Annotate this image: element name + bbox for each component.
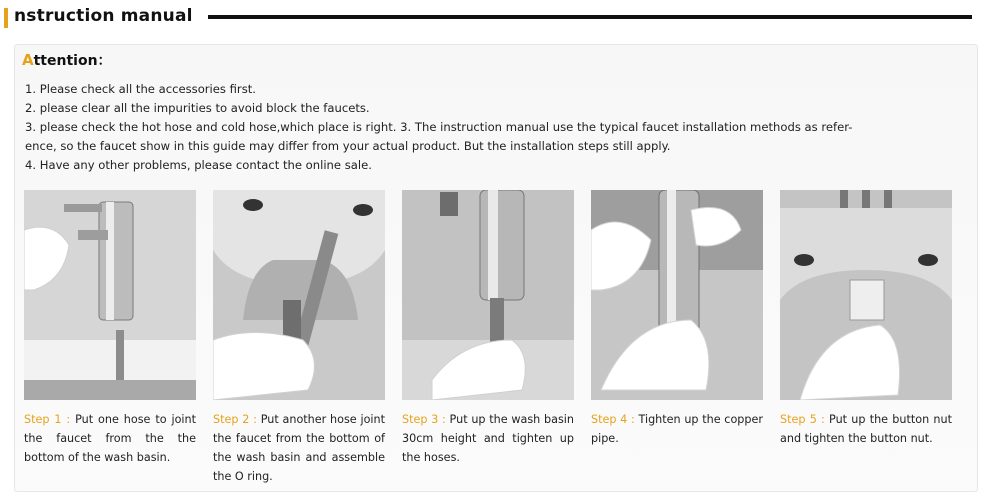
step-5-caption [780, 410, 952, 448]
step-2-photo [213, 190, 385, 400]
note-line: 3. please check the hot hose and cold hose,which place is right. 3. The instruction manual use the typical faucet installation methods as refer- [25, 120, 853, 134]
step-3-caption [402, 410, 574, 467]
step-4 [591, 190, 763, 448]
step-label: Step 2 : [213, 413, 257, 426]
step-label: Step 3 : [402, 413, 446, 426]
page-title: nstruction manual [14, 6, 193, 26]
step-4-photo [591, 190, 763, 400]
step-text: Tighten up the copper pipe. [591, 413, 763, 445]
step-label: Step 1 : [24, 413, 71, 426]
step-1 [24, 190, 196, 467]
title-accent-bar [4, 8, 8, 28]
step-label: Step 4 : [591, 413, 635, 426]
attention-heading [22, 50, 112, 70]
step-5-photo [780, 190, 952, 400]
step-label: Step 5 : [780, 413, 825, 426]
attention-first-letter: A [22, 51, 34, 69]
step-5 [780, 190, 952, 448]
step-text: Put up the wash basin 30cm height and tighten up the hoses. [402, 413, 574, 464]
step-3 [402, 190, 574, 467]
note-line: 4. Have any other problems, please contact the online sale. [25, 158, 372, 172]
note-line: 1. Please check all the accessories first. [25, 82, 256, 96]
step-text: Put another hose joint the faucet from the bottom of the wash basin and assemble the O ring. [213, 413, 385, 483]
step-text: Put up the button nut and tighten the button nut. [780, 413, 952, 445]
step-text: Put one hose to joint the faucet from the the bottom of the wash basin. [24, 413, 196, 464]
step-1-caption [24, 410, 196, 467]
step-3-photo [402, 190, 574, 400]
attention-notes [25, 80, 945, 175]
header [0, 0, 1000, 40]
step-1-photo [24, 190, 196, 400]
step-2 [213, 190, 385, 486]
step-2-caption [213, 410, 385, 486]
attention-rest: ttention： [33, 53, 112, 69]
step-4-caption [591, 410, 763, 448]
installation-steps [24, 190, 960, 490]
note-line: ence, so the faucet show in this guide may differ from your actual product. But the installation steps still apply. [25, 139, 671, 153]
header-rule [208, 15, 972, 19]
note-line: 2. please clear all the impurities to avoid block the faucets. [25, 101, 370, 115]
